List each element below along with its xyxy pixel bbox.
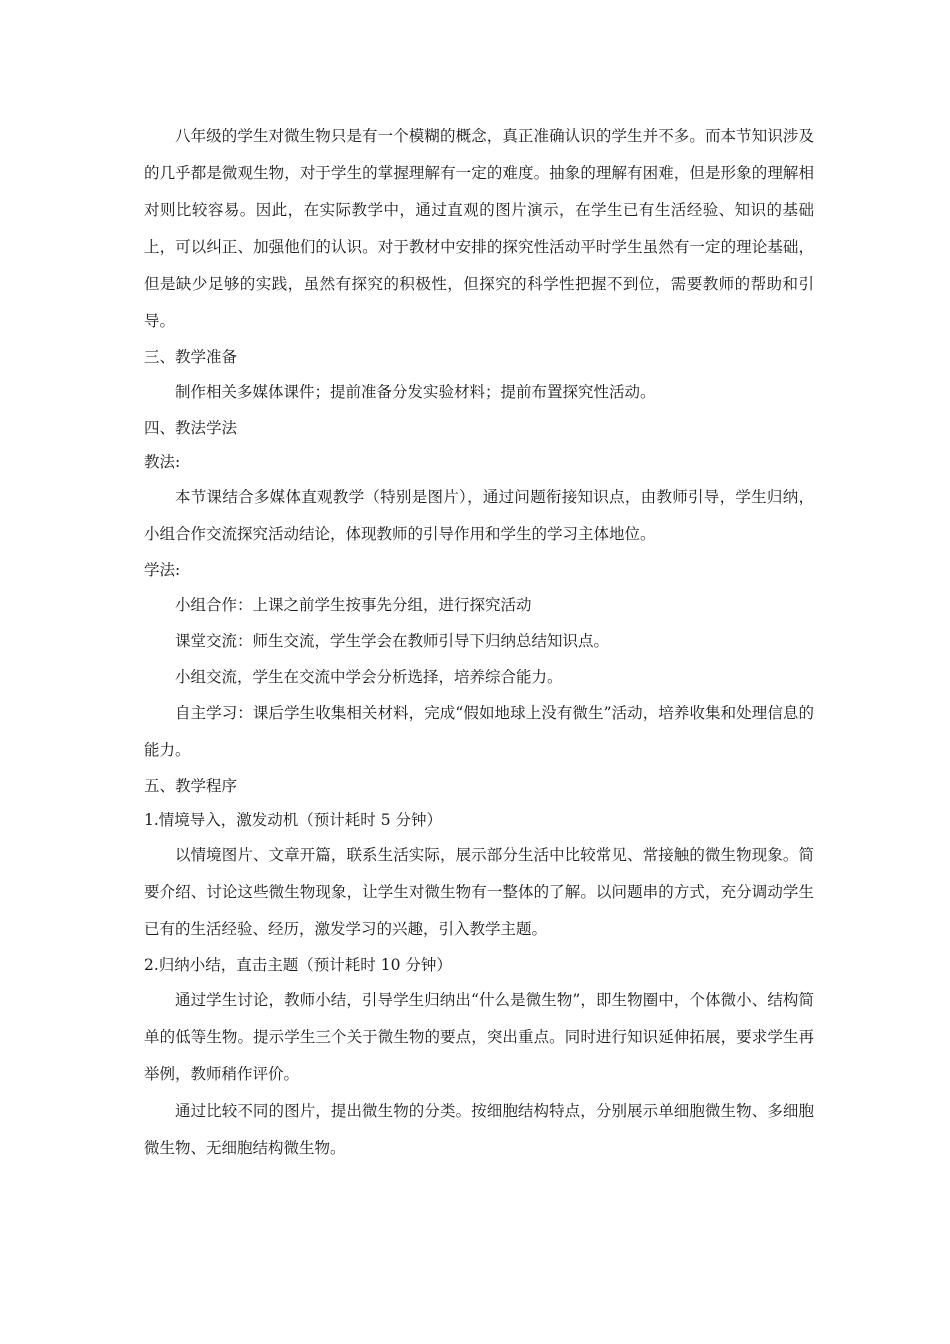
paragraph-preparation: 制作相关多媒体课件；提前准备分发实验材料；提前布置探究性活动。 <box>175 383 656 401</box>
subheading-step-2: 2.归纳小结，直击主题（预计耗时 10 分钟） <box>144 956 452 974</box>
paragraph-step-2-classification: 通过比较不同的图片，提出微生物的分类。按细胞结构特点，分别展示单细胞微生物、多细胞微生物、无细胞结构微生物。 <box>144 1102 814 1157</box>
paragraph-step-1: 以情境图片、文章开篇，联系生活实际，展示部分生活中比较常见、常接触的微生物现象。简要介绍、讨论这些微生物现象，让学生对微生物有一整体的了解。以问题串的方式，充分调动学生已有的生活经验、经历，激发学习的兴趣，引入教学主题。 <box>144 846 814 938</box>
learning-method-item: 小组合作：上课之前学生按事先分组，进行探究活动 <box>175 596 532 614</box>
label-teaching-method: 教法: <box>144 453 181 471</box>
paragraph-step-2: 通过学生讨论，教师小结，引导学生归纳出“什么是微生物”，即生物圈中，个体微小、结构简单的低等生物。提示学生三个关于微生物的要点，突出重点。同时进行知识延伸拓展，要求学生再举例，教师稍作评价。 <box>144 991 814 1083</box>
subheading-step-1: 1.情境导入，激发动机（预计耗时 5 分钟） <box>144 811 443 829</box>
paragraph-teaching-method: 本节课结合多媒体直观教学（特别是图片），通过问题衔接知识点，由教师引导，学生归纳，小组合作交流探究活动结论，体现教师的引导作用和学生的学习主体地位。 <box>144 488 814 543</box>
heading-teaching-procedure: 五、教学程序 <box>144 777 238 795</box>
label-learning-method: 学法: <box>144 561 181 579</box>
paragraph-student-analysis: 八年级的学生对微生物只是有一个模糊的概念，真正准确认识的学生并不多。而本节知识涉及的几乎都是微观生物，对于学生的掌握理解有一定的难度。抽象的理解有困难，但是形象的理解相对则比较容易。因此，在实际教学中，通过直观的图片演示，在学生已有生活经验、知识的基础上，可以纠正、加强他们的认识。对于教材中安排的探究性活动平时学生虽然有一定的理论基础，但是缺少足够的实践，虽然有探究的积极性，但探究的科学性把握不到位，需要教师的帮助和引导。 <box>144 127 814 330</box>
document-page <box>144 118 814 1167</box>
learning-method-item: 课堂交流：师生交流，学生学会在教师引导下归纳总结知识点。 <box>175 632 610 650</box>
heading-teaching-methods: 四、教法学法 <box>144 419 238 437</box>
learning-method-item: 自主学习：课后学生收集相关材料，完成“假如地球上没有微生”活动，培养收集和处理信息的能力。 <box>144 704 814 759</box>
heading-teaching-preparation: 三、教学准备 <box>144 348 238 366</box>
learning-method-item: 小组交流，学生在交流中学会分析选择，培养综合能力。 <box>175 668 563 686</box>
